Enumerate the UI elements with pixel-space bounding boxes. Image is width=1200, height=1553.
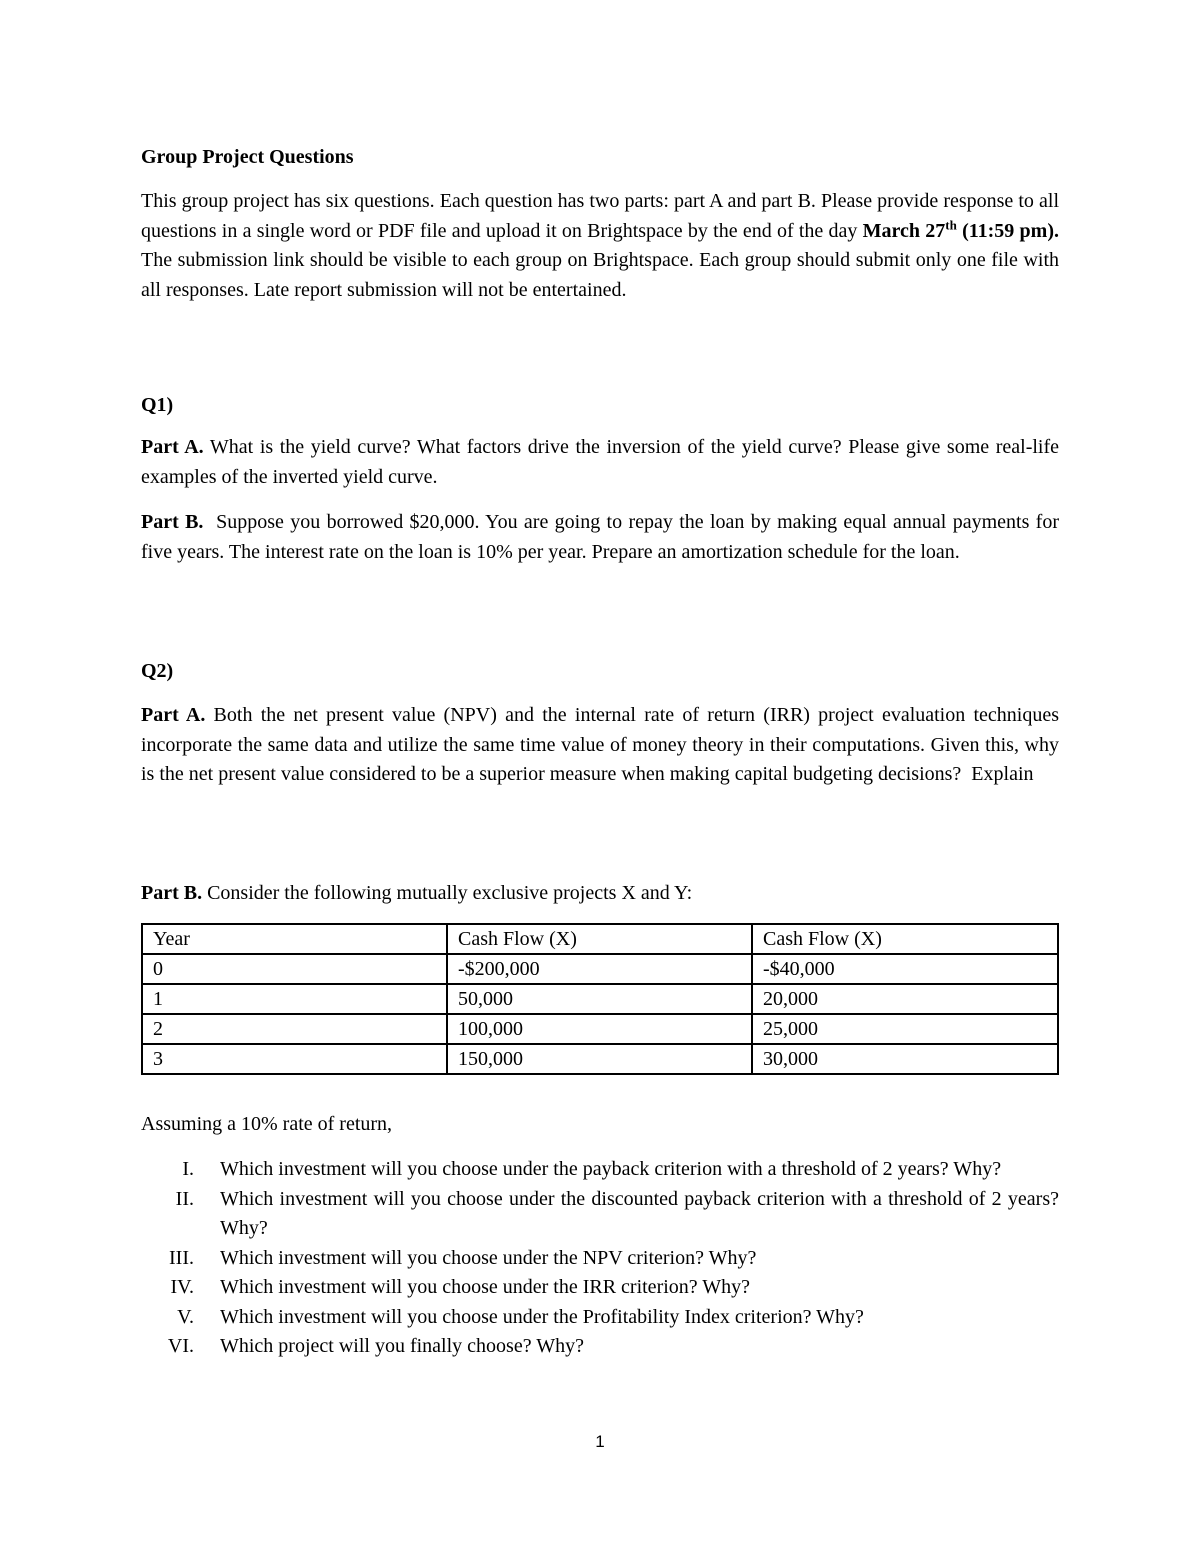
question-list bbox=[141, 1155, 1059, 1362]
list-item-text: Which project will you finally choose? Why? bbox=[220, 1335, 584, 1357]
list-item-number: VI. bbox=[167, 1335, 194, 1357]
table-header-row bbox=[142, 924, 1058, 954]
deadline-superscript: th bbox=[945, 216, 957, 232]
table-cell: 100,000 bbox=[447, 1014, 752, 1044]
list-item-text: Which investment will you choose under the discounted payback criterion with a threshold of 2 years? Why? bbox=[220, 1187, 1059, 1239]
header-cash-flow-y: Cash Flow (X) bbox=[752, 924, 1058, 954]
q2-heading: Q2) bbox=[141, 660, 174, 682]
list-item-number: III. bbox=[169, 1246, 194, 1269]
q2-part-a bbox=[141, 701, 1065, 790]
list-item bbox=[141, 1273, 1059, 1303]
q1-part-a-label: Part A. bbox=[141, 436, 204, 458]
header-cash-flow-x: Cash Flow (X) bbox=[447, 924, 752, 954]
list-item bbox=[141, 1332, 1059, 1362]
table-cell: 2 bbox=[142, 1014, 447, 1044]
deadline-date: March 27th (11:59 pm). bbox=[862, 216, 1059, 242]
table-cell: 25,000 bbox=[752, 1014, 1058, 1044]
table-cell: 3 bbox=[142, 1044, 447, 1074]
list-item bbox=[141, 1303, 1059, 1333]
list-item-text: Which investment will you choose under the IRR criterion? Why? bbox=[220, 1276, 751, 1298]
table-cell: -$40,000 bbox=[752, 954, 1058, 984]
header-year: Year bbox=[142, 924, 447, 954]
table-cell: 30,000 bbox=[752, 1044, 1058, 1074]
q2-part-a-text: Both the net present value (NPV) and the internal rate of return (IRR) project evaluation techniques incorporate the same data and utilize the same time value of money theory in their computations. Given this, why is the net present value considered to be a superior measure when making capital budgeting decisions? Explain bbox=[141, 704, 1065, 785]
q1-part-a-text: What is the yield curve? What factors drive the inversion of the yield curve? Please give some real-life examples of the inverted yield curve. bbox=[141, 436, 1059, 488]
table-cell: 150,000 bbox=[447, 1044, 752, 1074]
q1-part-a bbox=[141, 433, 1059, 492]
page-number: 1 bbox=[595, 1432, 605, 1451]
document-title: Group Project Questions bbox=[141, 146, 354, 168]
cash-flow-table bbox=[141, 923, 1059, 1075]
table-cell: 50,000 bbox=[447, 984, 752, 1014]
q1-part-b bbox=[141, 508, 1065, 567]
list-item-number: I. bbox=[182, 1158, 194, 1180]
q1-part-b-text: Suppose you borrowed $20,000. You are going to repay the loan by making equal annual payments for five years. The interest rate on the loan is 10% per year. Prepare an amortization schedule for the loan. bbox=[141, 511, 1065, 563]
q2-part-b bbox=[141, 879, 1059, 909]
list-item-text: Which investment will you choose under the payback criterion with a threshold of 2 years? Why? bbox=[220, 1158, 1002, 1180]
intro-paragraph bbox=[141, 187, 1059, 305]
list-item bbox=[141, 1244, 1059, 1274]
q2-part-a-label: Part A. bbox=[141, 704, 206, 726]
list-item bbox=[141, 1185, 1059, 1244]
table-row bbox=[142, 984, 1058, 1014]
q1-part-b-label: Part B. bbox=[141, 511, 204, 533]
table-cell: 0 bbox=[142, 954, 447, 984]
table-row bbox=[142, 1044, 1058, 1074]
q1-heading: Q1) bbox=[141, 394, 174, 416]
list-item-number: V. bbox=[177, 1305, 194, 1328]
q2-part-b-text: Consider the following mutually exclusive projects X and Y: bbox=[202, 882, 693, 904]
list-item-text: Which investment will you choose under the NPV criterion? Why? bbox=[220, 1246, 757, 1269]
table-row bbox=[142, 1014, 1058, 1044]
table-cell: 20,000 bbox=[752, 984, 1058, 1014]
table-cell: 1 bbox=[142, 984, 447, 1014]
intro-text-2: The submission link should be visible to each group on Brightspace. Each group should submit only one file with all responses. Late report submission will not be entertained. bbox=[141, 249, 1059, 301]
assumption-text: Assuming a 10% rate of return, bbox=[141, 1113, 393, 1135]
list-item bbox=[141, 1155, 1059, 1185]
q2-part-b-label: Part B. bbox=[141, 882, 203, 904]
list-item-number: II. bbox=[175, 1187, 194, 1210]
table-cell: -$200,000 bbox=[447, 954, 752, 984]
intro-text-1: This group project has six questions. Each question has two parts: part A and part B. Please provide response to all questions in a single word or PDF file and upload it on Brightspace by the end of the day bbox=[141, 190, 1059, 242]
list-item-number: IV. bbox=[170, 1276, 194, 1298]
list-item-text: Which investment will you choose under the Profitability Index criterion? Why? bbox=[220, 1305, 864, 1328]
table-row bbox=[142, 954, 1058, 984]
